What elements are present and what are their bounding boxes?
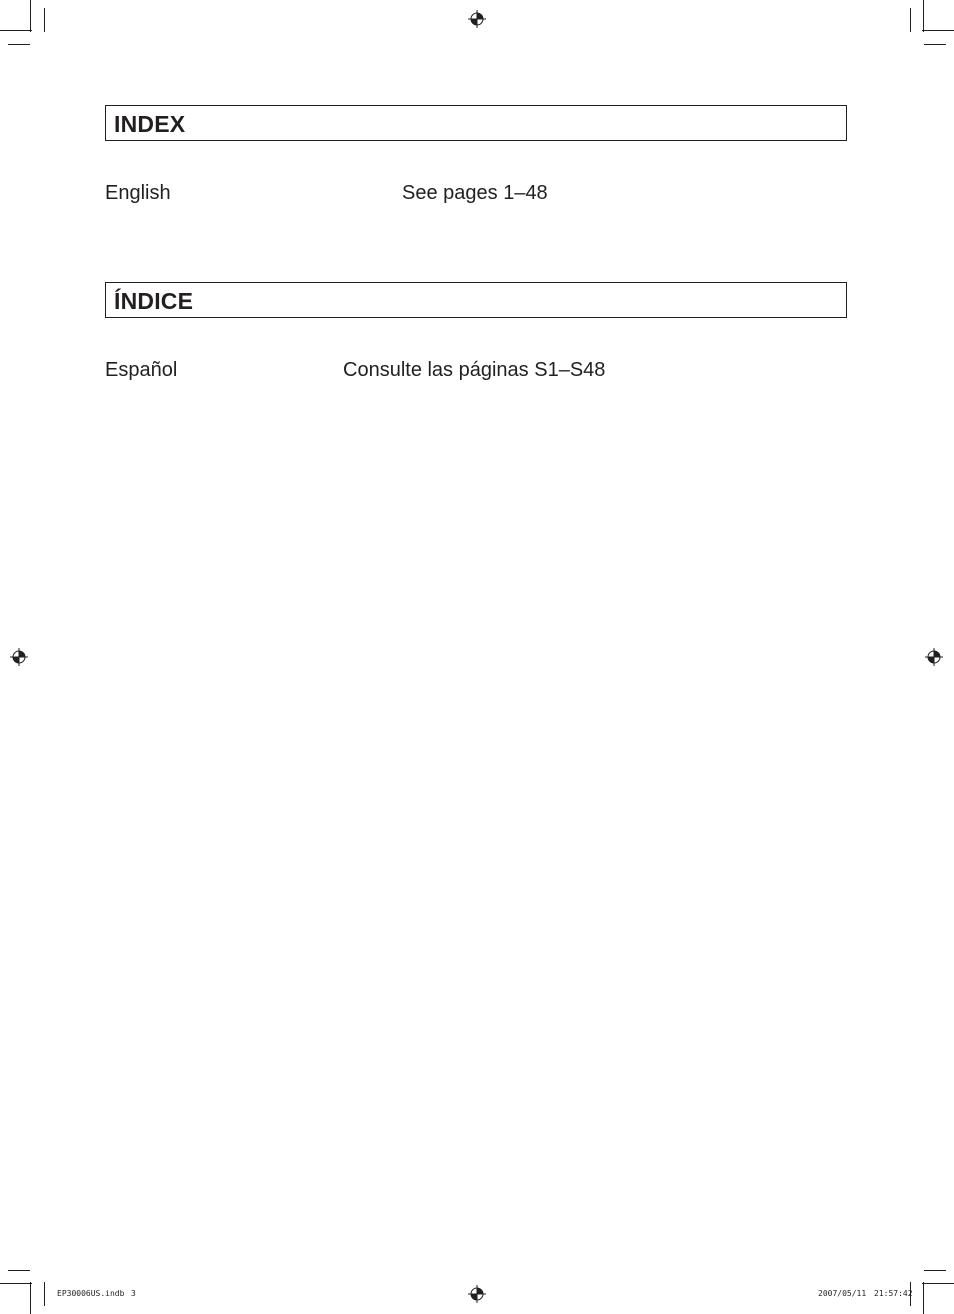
crop-mark [8, 44, 30, 45]
slug-time: 21:57:42 [874, 1289, 913, 1298]
index-heading-box [105, 105, 847, 141]
index-page-reference: See pages 1–48 [402, 182, 548, 204]
index-language-label: English [105, 182, 171, 204]
index-heading: INDEX [114, 111, 186, 137]
crop-mark [922, 1283, 954, 1284]
indice-heading: ÍNDICE [114, 288, 194, 314]
crop-mark [922, 30, 954, 31]
crop-mark [30, 0, 31, 32]
crop-mark [910, 8, 911, 32]
registration-mark-icon [468, 1285, 486, 1303]
crop-mark [8, 1270, 30, 1271]
indice-page-reference: Consulte las páginas S1–S48 [343, 359, 606, 381]
slug-date: 2007/05/11 [818, 1289, 867, 1298]
registration-mark-icon [10, 648, 28, 666]
crop-mark [0, 30, 32, 31]
crop-mark [0, 1283, 32, 1284]
crop-mark [924, 44, 946, 45]
slug-page-number: 3 [131, 1289, 136, 1298]
crop-mark [44, 1282, 45, 1306]
crop-mark [923, 0, 924, 32]
crop-mark [44, 8, 45, 32]
crop-mark [924, 1270, 946, 1271]
registration-mark-icon [468, 10, 486, 28]
crop-mark [30, 1282, 31, 1314]
indice-heading-box [105, 282, 847, 318]
registration-mark-icon [925, 648, 943, 666]
crop-mark [923, 1282, 924, 1314]
slug-file-name: EP30006US.indb [57, 1289, 125, 1298]
indice-language-label: Español [105, 359, 178, 381]
